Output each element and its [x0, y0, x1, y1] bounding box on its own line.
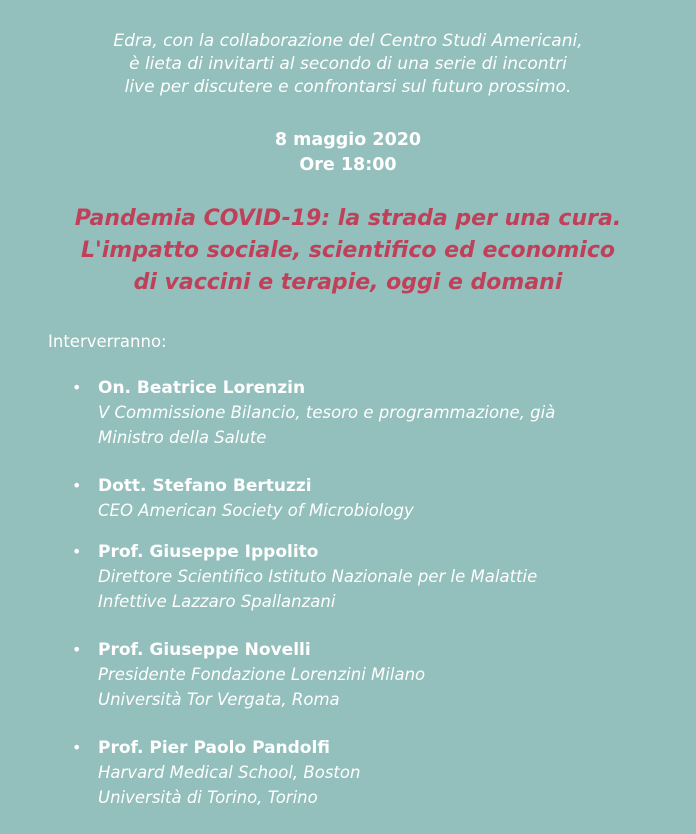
speaker-role: Università di Torino, Torino [98, 788, 318, 807]
bullet-icon: • [72, 640, 82, 659]
speaker-name: Prof. Pier Paolo Pandolfi [98, 738, 330, 758]
speaker-role: Presidente Fondazione Lorenzini Milano [98, 665, 426, 684]
speaker-item [72, 474, 692, 540]
intro-text [0, 30, 696, 99]
speaker-item [72, 736, 692, 834]
bullet-icon: • [72, 378, 82, 397]
event-time: Ore 18:00 [299, 155, 397, 175]
headline-line: L'impatto sociale, scientifico ed economico [81, 238, 615, 263]
event-headline [0, 203, 696, 299]
speaker-item [72, 540, 692, 638]
speaker-role: Università Tor Vergata, Roma [98, 690, 340, 709]
speaker-role: V Commissione Bilancio, tesoro e programmazione, già [98, 403, 556, 422]
speaker-name: Prof. Giuseppe Novelli [98, 640, 311, 660]
bullet-icon: • [72, 542, 82, 561]
bullet-icon: • [72, 476, 82, 495]
event-datetime [0, 128, 696, 178]
speaker-name: Prof. Giuseppe Ippolito [98, 542, 319, 562]
speaker-item [72, 376, 692, 474]
intro-line: Edra, con la collaborazione del Centro Studi Americani, [113, 31, 583, 51]
speaker-role: Ministro della Salute [98, 428, 267, 447]
headline-line: Pandemia COVID-19: la strada per una cura. [74, 206, 622, 231]
speaker-role: Direttore Scientifico Istituto Nazionale per le Malattie [98, 567, 538, 586]
speaker-role: CEO American Society of Microbiology [98, 501, 414, 520]
intro-line: è lieta di invitarti al secondo di una serie di incontri [129, 54, 567, 74]
intro-line: live per discutere e confrontarsi sul futuro prossimo. [124, 77, 572, 97]
speaker-name: On. Beatrice Lorenzin [98, 378, 306, 398]
bullet-icon: • [72, 738, 82, 757]
event-date: 8 maggio 2020 [274, 130, 422, 150]
speaker-item [72, 638, 692, 736]
speaker-role: Infettive Lazzaro Spallanzani [98, 592, 336, 611]
speaker-role: Harvard Medical School, Boston [98, 763, 361, 782]
headline-line: di vaccini e terapie, oggi e domani [133, 270, 563, 295]
speaker-list [72, 376, 692, 834]
speakers-label: Interverranno: [48, 332, 167, 351]
speaker-name: Dott. Stefano Bertuzzi [98, 476, 312, 496]
